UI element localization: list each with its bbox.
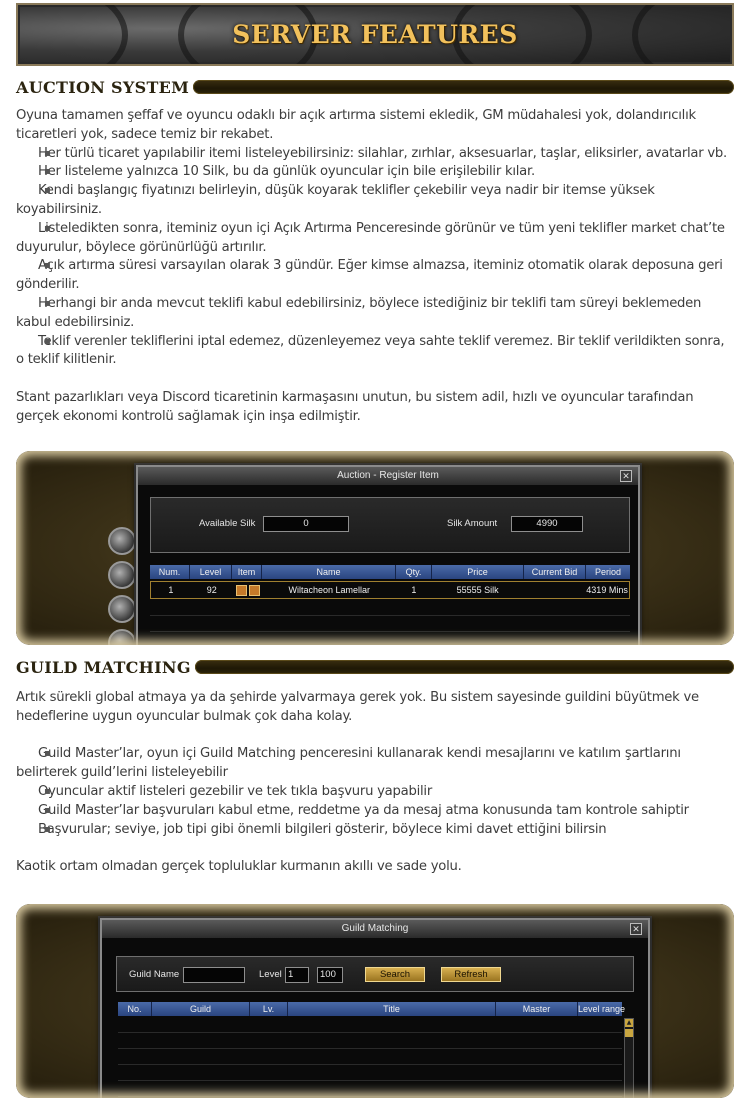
guild-heading-text: GUILD MATCHING (16, 657, 191, 677)
column-header[interactable]: Master (496, 1002, 578, 1016)
auction-table-header (150, 565, 630, 579)
list-item: ▪ Guild Master’lar, oyun içi Guild Matching penceresini kullanarak kendi mesajlarını ve katılım şartlarını belirterek guild’lerini listeleyebilir (16, 745, 732, 783)
table-row[interactable] (150, 581, 630, 599)
heading-bar (195, 660, 734, 674)
heading-bar (193, 80, 734, 94)
auction-intro: Oyuna tamamen şeffaf ve oyuncu odaklı bir açık artırma sistemi ekledik, GM müdahalesi yok, dolandırıcılık ticaretleri yok, sadece temiz bir rekabet. (16, 108, 696, 142)
column-header[interactable]: Qty. (396, 565, 432, 579)
available-silk-value: 0 (263, 516, 349, 532)
auction-window-screenshot (16, 451, 734, 645)
list-item: ▪ Başvurular; seviye, job tipi gibi önemli bilgileri gösterir, böylece kimi davet ettiğini bilirsin (16, 821, 732, 840)
window-title-bar (138, 467, 638, 485)
list-item: ▪ Açık artırma süresi varsayılan olarak 3 gündür. Eğer kimse almazsa, iteminiz otomatik olarak deposuna geri gönderilir. (16, 257, 732, 295)
list-item: ▪ Her listeleme yalnızca 10 Silk, bu da günlük oyuncular için bile erişilebilir kılar. (16, 163, 732, 182)
list-item: ▪ Herhangi bir anda mevcut teklifi kabul edebilirsiniz, böylece istediğiniz bir teklifi tam süreyi beklemeden kabul edebilirsiniz. (16, 295, 732, 333)
auction-description (16, 107, 732, 427)
guild-outro: Kaotik ortam olmadan gerçek topluluklar kurmanın akıllı ve sade yolu. (16, 859, 462, 875)
row-qty: 1 (411, 585, 417, 595)
guild-intro: Artık sürekli global atmaya ya da şehirde yalvarmaya gerek yok. Bu sistem sayesinde guildini büyütmek ve hedeflerine uygun oyuncular bulmak çok daha kolay. (16, 690, 699, 724)
guild-name-input[interactable] (183, 967, 245, 983)
item-icons (233, 582, 263, 598)
silk-amount-label: Silk Amount (447, 518, 498, 529)
available-silk-label: Available Silk (199, 518, 256, 529)
row-level: 92 (206, 585, 217, 595)
search-button[interactable]: Search (365, 967, 425, 982)
row-name: Wiltacheon Lamellar (288, 585, 371, 595)
banner-ornament (16, 3, 128, 66)
empty-table-rows (150, 600, 630, 645)
guild-bullet-list (16, 745, 732, 839)
list-item: ▪ Listeledikten sonra, iteminiz oyun içi Açık Artırma Penceresinde görünür ve tüm yeni teklifler market chat’te duyurulur, böylece görünürlüğü artırılır. (16, 220, 732, 258)
row-period: 4319 Mins (586, 585, 628, 595)
guild-name-label: Guild Name (129, 969, 180, 980)
list-item: ▪ Her türlü ticaret yapılabilir itemi listeleyebilirsiniz: silahlar, zırhlar, aksesuarlar, taşlar, eliksirler, avatarlar vb. (16, 145, 732, 164)
column-header[interactable]: Current Bid (524, 565, 586, 579)
auction-bullet-list (16, 145, 732, 371)
banner-ornament (632, 3, 734, 66)
page-title: SERVER FEATURES (232, 20, 518, 49)
list-item: ▪ Guild Master’lar başvuruları kabul etme, reddetme ya da mesaj atma konusunda tam kontrole sahiptir (16, 802, 732, 821)
column-header[interactable]: Price (432, 565, 524, 579)
level-min-input[interactable]: 1 (285, 967, 309, 983)
scroll-thumb[interactable] (625, 1029, 633, 1037)
guild-description (16, 689, 732, 877)
auction-section-heading (16, 77, 734, 97)
close-icon[interactable]: ✕ (620, 470, 632, 482)
list-item: ▪ Kendi başlangıç fiyatınızı belirleyin, düşük koyarak teklifler çekebilir veya nadir bir itemse yüksek koyabilirsiniz. (16, 182, 732, 220)
guild-search-panel (116, 956, 634, 992)
auction-outro: Stant pazarlıkları veya Discord ticaretinin karmaşasını unutun, bu sistem adil, hızlı ve oyuncular tarafından gerçek ekonomi kontrolü sağlamak için inşa edilmiştir. (16, 389, 694, 424)
window-title: Auction - Register Item (337, 470, 439, 481)
column-header[interactable]: Period (594, 567, 621, 577)
empty-guild-rows (118, 1017, 622, 1098)
row-current-bid (523, 582, 585, 598)
column-header[interactable]: Lv. (250, 1002, 288, 1016)
guild-window-screenshot (16, 904, 734, 1098)
silk-panel (150, 497, 630, 553)
column-header[interactable]: Level range (578, 1004, 626, 1014)
side-menu-icon (108, 595, 136, 623)
window-title: Guild Matching (341, 923, 409, 934)
level-max-input[interactable]: 100 (317, 967, 343, 983)
window-title-bar (102, 920, 648, 938)
column-header[interactable]: Title (288, 1002, 496, 1016)
list-item: ▪ Teklif verenler tekliflerini iptal edemez, düzenleyemez veya sahte teklif veremez. Bir teklif verildikten sonra, o teklif kilitlenir. (16, 333, 732, 371)
column-header[interactable]: Level (190, 565, 232, 579)
column-header[interactable]: Item (232, 565, 262, 579)
side-menu-icon (108, 527, 136, 555)
auction-heading-text: AUCTION SYSTEM (16, 77, 190, 97)
seal-item-icon[interactable] (249, 585, 260, 596)
armor-item-icon[interactable] (236, 585, 247, 596)
guild-section-heading (16, 657, 734, 677)
column-header[interactable]: No. (118, 1002, 152, 1016)
auction-register-window (136, 465, 640, 645)
scroll-up-icon[interactable]: ▲ (626, 1019, 632, 1026)
column-header[interactable]: Num. (150, 565, 190, 579)
guild-matching-window (100, 918, 650, 1098)
column-header[interactable]: Name (262, 565, 396, 579)
side-menu-icon (108, 629, 136, 645)
refresh-button[interactable]: Refresh (441, 967, 501, 982)
row-num: 1 (168, 585, 174, 595)
silk-amount-input[interactable]: 4990 (511, 516, 583, 532)
close-icon[interactable]: ✕ (630, 923, 642, 935)
list-item: ▪ Oyuncular aktif listeleri gezebilir ve tek tıkla başvuru yapabilir (16, 783, 732, 802)
side-menu-icon (108, 561, 136, 589)
guild-table-header (118, 1002, 626, 1016)
column-header[interactable]: Guild (152, 1002, 250, 1016)
server-features-banner (16, 3, 734, 66)
guild-list-scrollbar[interactable] (624, 1018, 634, 1098)
row-price: 55555 Silk (456, 585, 499, 595)
level-label: Level (259, 969, 282, 980)
